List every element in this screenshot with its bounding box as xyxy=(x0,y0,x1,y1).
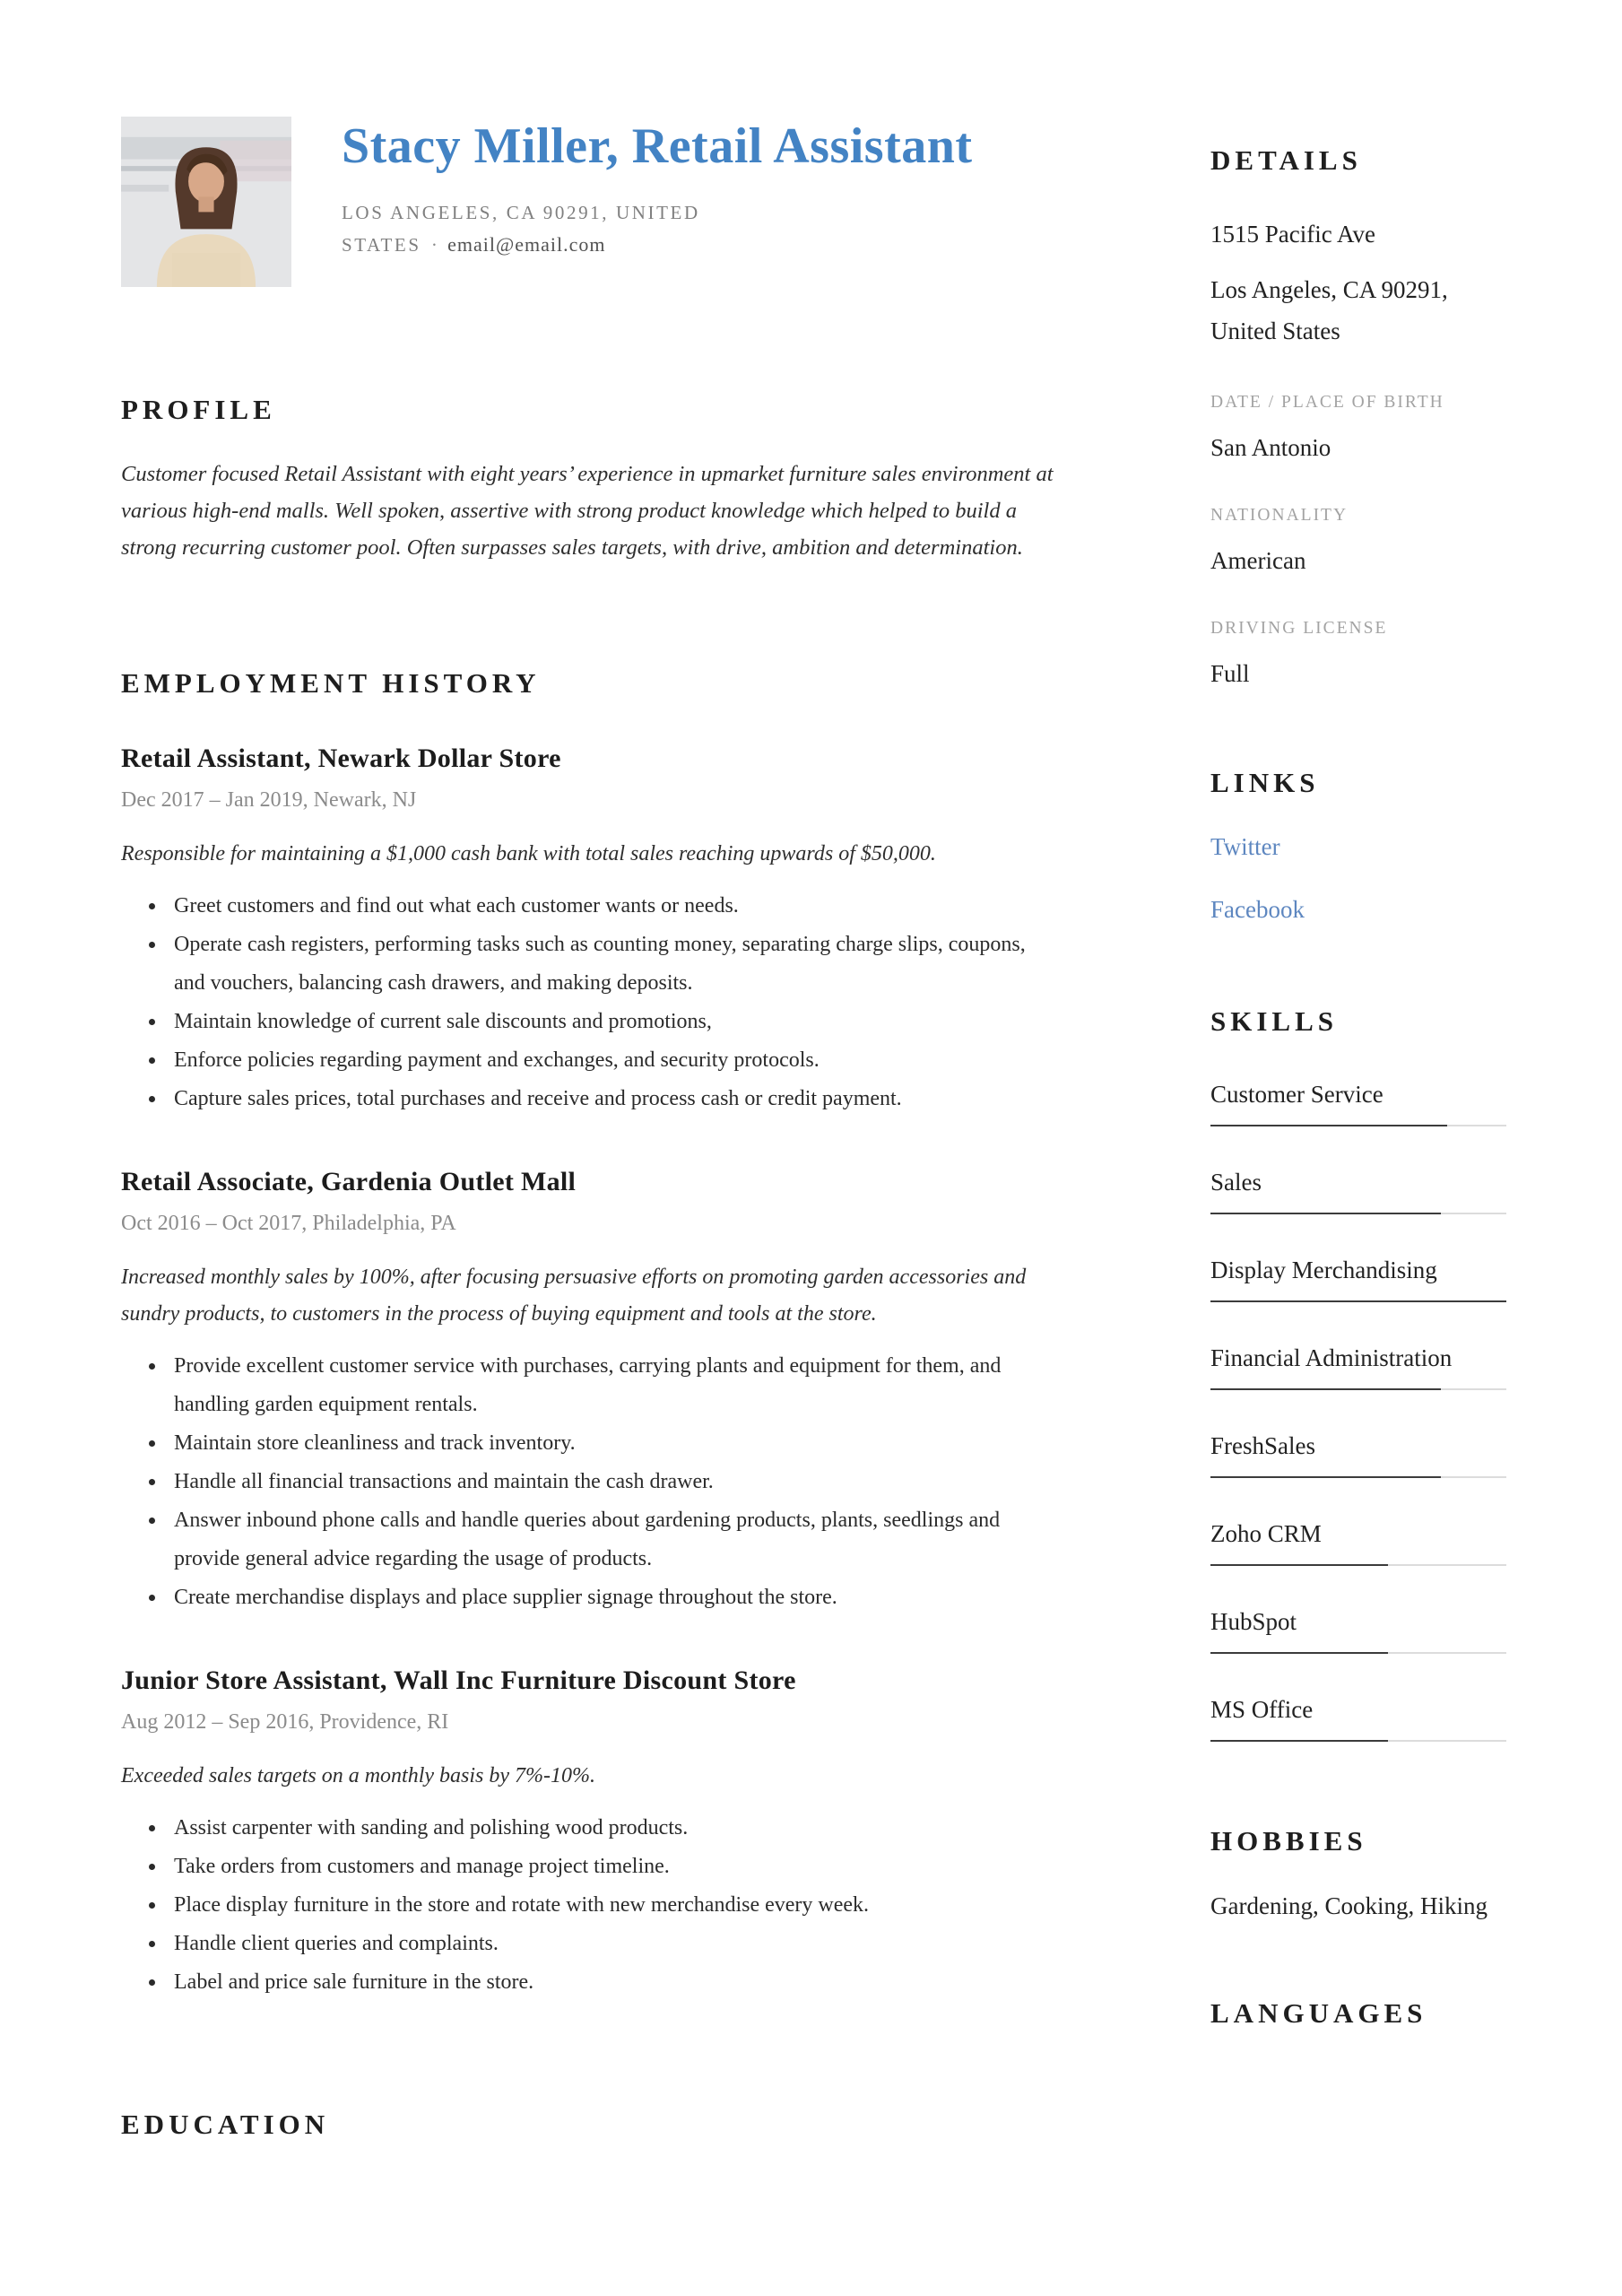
education-section-heading: EDUCATION xyxy=(121,2109,330,2140)
skill-name: Sales xyxy=(1210,1169,1262,1196)
driving-license-label: DRIVING LICENSE xyxy=(1210,619,1388,638)
header-text xyxy=(342,117,973,287)
job-bullet: Assist carpenter with sanding and polishing wood products. xyxy=(174,1809,1058,1848)
job-bullet-list xyxy=(121,1809,1058,2002)
skill-name: Customer Service xyxy=(1210,1081,1383,1108)
job-entry xyxy=(121,1165,1058,1617)
skill-bar xyxy=(1210,1564,1506,1566)
job-dates: Oct 2016 – Oct 2017, Philadelphia, PA xyxy=(121,1212,456,1235)
job-bullet: Maintain knowledge of current sale discounts and promotions, xyxy=(174,1003,1058,1041)
contact-separator-dot: · xyxy=(430,234,438,256)
job-summary: Exceeded sales targets on a monthly basis by 7%-10%. xyxy=(121,1764,595,1787)
driving-license-value: Full xyxy=(1210,660,1250,687)
job-summary: Increased monthly sales by 100%, after focusing persuasive efforts on promoting garden accessories and sundry products, to customers in the process of buying equipment and tools at the store. xyxy=(121,1265,1027,1326)
employment-section-heading: EMPLOYMENT HISTORY xyxy=(121,667,541,699)
skill-bar xyxy=(1210,1740,1506,1742)
job-dates: Aug 2012 – Sep 2016, Providence, RI xyxy=(121,1710,449,1734)
job-summary: Responsible for maintaining a $1,000 cash bank with total sales reaching upwards of $50,000. xyxy=(121,842,936,865)
hobbies-text: Gardening, Cooking, Hiking xyxy=(1210,1892,1488,1919)
hobbies-section-heading: HOBBIES xyxy=(1210,1825,1367,1857)
contact-line xyxy=(342,197,763,261)
birth-label: DATE / PLACE OF BIRTH xyxy=(1210,393,1444,412)
contact-location: LOS ANGELES, CA 90291, UNITED STATES xyxy=(342,202,700,256)
birth-value: San Antonio xyxy=(1210,434,1331,461)
job-bullet: Label and price sale furniture in the store. xyxy=(174,1963,1058,2002)
skill-item xyxy=(1210,1340,1506,1390)
job-title: Junior Store Assistant, Wall Inc Furniture Discount Store xyxy=(121,1665,796,1695)
links-section-heading: LINKS xyxy=(1210,767,1320,798)
skill-item xyxy=(1210,1076,1506,1126)
skill-name: Financial Administration xyxy=(1210,1344,1453,1371)
resume-main-column xyxy=(121,117,1058,2296)
skill-bar-fill xyxy=(1210,1652,1388,1654)
resume-sidebar xyxy=(1210,117,1506,2296)
skill-bar-fill xyxy=(1210,1125,1447,1126)
languages-section-heading: LANGUAGES xyxy=(1210,1997,1427,2029)
skill-item xyxy=(1210,1692,1506,1742)
skill-name: FreshSales xyxy=(1210,1432,1315,1459)
skill-bar xyxy=(1210,1125,1506,1126)
job-bullet: Place display furniture in the store and rotate with new merchandise every week. xyxy=(174,1886,1058,1925)
profile-photo xyxy=(121,117,291,287)
skill-bar xyxy=(1210,1652,1506,1654)
resume-header xyxy=(121,117,1058,287)
skill-bar-fill xyxy=(1210,1740,1388,1742)
job-title: Retail Assistant, Newark Dollar Store xyxy=(121,744,561,773)
profile-summary-text: Customer focused Retail Assistant with eight years’ experience in upmarket furniture sales environment at various high-end malls. Well spoken, assertive with strong product knowledge which helped to build a strong recurring customer pool. Often surpasses sales targets, with drive, ambition and determination. xyxy=(121,462,1054,560)
job-bullet: Operate cash registers, performing tasks such as counting money, separating charge slips, coupons, and vouchers, balancing cash drawers, and making deposits. xyxy=(174,926,1058,1003)
contact-email: email@email.com xyxy=(447,233,606,256)
skill-bar xyxy=(1210,1388,1506,1390)
profile-photo-illustration xyxy=(121,117,291,287)
candidate-name: Stacy Miller, Retail Assistant xyxy=(342,118,973,174)
skill-item xyxy=(1210,1164,1506,1214)
skill-bar-fill xyxy=(1210,1213,1441,1214)
skill-bar xyxy=(1210,1476,1506,1478)
skill-name: Zoho CRM xyxy=(1210,1520,1322,1547)
skill-name: HubSpot xyxy=(1210,1608,1297,1635)
skill-bar-fill xyxy=(1210,1300,1506,1302)
address-line-1: 1515 Pacific Ave xyxy=(1210,221,1375,248)
details-section-heading: DETAILS xyxy=(1210,144,1362,176)
job-bullet: Capture sales prices, total purchases and receive and process cash or credit payment. xyxy=(174,1080,1058,1118)
twitter-link[interactable]: Twitter xyxy=(1210,833,1280,860)
skill-item xyxy=(1210,1428,1506,1478)
skill-name: MS Office xyxy=(1210,1696,1314,1723)
job-bullet: Handle all financial transactions and maintain the cash drawer. xyxy=(174,1463,1058,1501)
job-bullet-list xyxy=(121,887,1058,1118)
skill-bar-fill xyxy=(1210,1388,1441,1390)
job-bullet: Greet customers and find out what each customer wants or needs. xyxy=(174,887,1058,926)
job-bullet: Answer inbound phone calls and handle queries about gardening products, plants, seedlings and provide general advice regarding the usage of products. xyxy=(174,1501,1058,1578)
address-line-2: Los Angeles, CA 90291, United States xyxy=(1210,276,1448,344)
job-entry xyxy=(121,1664,1058,2002)
job-bullet: Take orders from customers and manage project timeline. xyxy=(174,1848,1058,1886)
job-entry xyxy=(121,742,1058,1118)
skill-bar-fill xyxy=(1210,1564,1388,1566)
job-bullet-list xyxy=(121,1347,1058,1617)
job-bullet: Maintain store cleanliness and track inventory. xyxy=(174,1424,1058,1463)
job-dates: Dec 2017 – Jan 2019, Newark, NJ xyxy=(121,788,417,812)
profile-section-heading: PROFILE xyxy=(121,394,276,425)
skill-item xyxy=(1210,1516,1506,1566)
skill-bar xyxy=(1210,1300,1506,1302)
skill-name: Display Merchandising xyxy=(1210,1257,1437,1283)
facebook-link[interactable]: Facebook xyxy=(1210,896,1305,923)
skills-section-heading: SKILLS xyxy=(1210,1005,1339,1037)
skill-item xyxy=(1210,1252,1506,1302)
job-bullet: Provide excellent customer service with purchases, carrying plants and equipment for them, and handling garden equipment rentals. xyxy=(174,1347,1058,1424)
skill-bar xyxy=(1210,1213,1506,1214)
nationality-value: American xyxy=(1210,547,1306,574)
job-bullet: Enforce policies regarding payment and exchanges, and security protocols. xyxy=(174,1041,1058,1080)
job-bullet: Create merchandise displays and place supplier signage throughout the store. xyxy=(174,1578,1058,1617)
nationality-label: NATIONALITY xyxy=(1210,506,1349,525)
job-bullet: Handle client queries and complaints. xyxy=(174,1925,1058,1963)
skill-bar-fill xyxy=(1210,1476,1441,1478)
skill-item xyxy=(1210,1604,1506,1654)
job-title: Retail Associate, Gardenia Outlet Mall xyxy=(121,1167,577,1196)
